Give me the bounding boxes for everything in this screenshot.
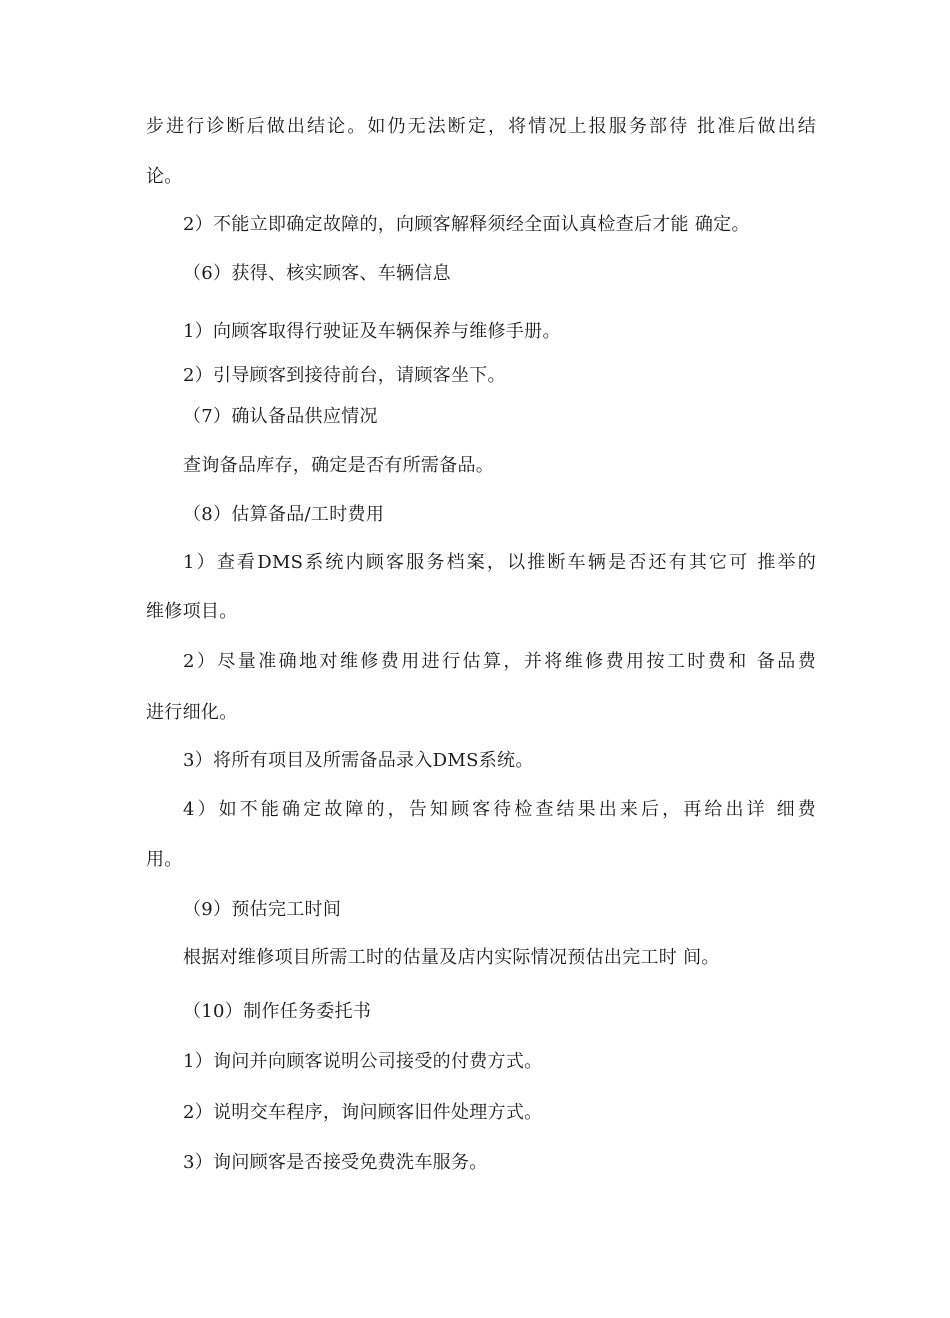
section-heading: （8）估算备品/工时费用: [183, 504, 385, 525]
list-item: 2）说明交车程序，询问顾客旧件处理方式。: [183, 1102, 543, 1123]
list-item: 2）引导顾客到接待前台，请顾客坐下。: [183, 365, 506, 386]
section-heading: （7）确认备品供应情况: [183, 406, 378, 427]
section-heading: （10）制作任务委托书: [183, 1001, 372, 1022]
paragraph-line: 查询备品库存，确定是否有所需备品。: [183, 455, 495, 476]
paragraph-line: 维修项目。: [146, 601, 238, 622]
list-item: 2）不能立即确定故障的，向顾客解释须经全面认真检查后才能 确定。: [183, 214, 750, 235]
section-heading: （6）获得、核实顾客、车辆信息: [183, 263, 451, 284]
paragraph-line: 步进行诊断后做出结论。如仍无法断定，将情况上报服务部待 批准后做出结: [146, 116, 816, 137]
list-item: 2）尽量准确地对维修费用进行估算，并将维修费用按工时费和 备品费: [183, 651, 816, 672]
section-heading: （9）预估完工时间: [183, 899, 342, 920]
list-item: 4）如不能确定故障的，告知顾客待检查结果出来后，再给出详 细费: [183, 799, 816, 820]
list-item: 3）将所有项目及所需备品录入DMS系统。: [183, 750, 534, 771]
list-item: 1）询问并向顾客说明公司接受的付费方式。: [183, 1051, 543, 1072]
list-item: 3）询问顾客是否接受免费洗车服务。: [183, 1152, 488, 1173]
paragraph-line: 根据对维修项目所需工时的估量及店内实际情况预估出完工时 间。: [183, 947, 720, 968]
paragraph-line: 用。: [146, 849, 183, 870]
list-item: 1）向顾客取得行驶证及车辆保养与维修手册。: [183, 321, 561, 342]
list-item: 1）查看DMS系统内顾客服务档案，以推断车辆是否还有其它可 推举的: [183, 552, 816, 573]
paragraph-line: 进行细化。: [146, 702, 238, 723]
paragraph-line: 论。: [146, 166, 183, 187]
